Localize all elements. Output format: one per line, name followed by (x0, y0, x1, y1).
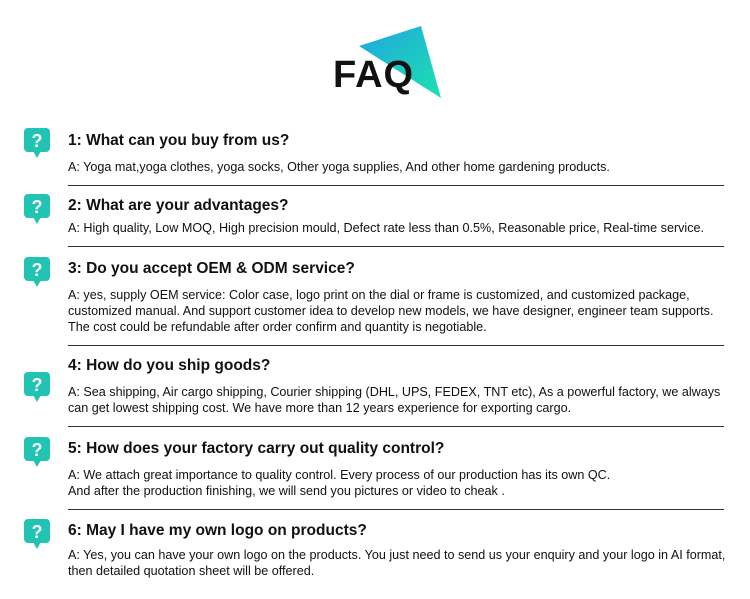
question-bubble-icon (24, 257, 50, 287)
faq-answer-line: A: We attach great importance to quality control. Every process of our production has its own QC. (68, 468, 611, 482)
divider (68, 345, 724, 346)
divider (68, 185, 724, 186)
faq-question: 6: May I have my own logo on products? (68, 522, 367, 539)
faq-answer: A: Yes, you can have your own logo on the products. You just need to send us your enquiry and your logo in AI format, then detailed quotation sheet will be offered. (68, 548, 726, 578)
svg-text:?: ? (31, 197, 43, 217)
question-bubble-icon (24, 128, 50, 158)
faq-answer: A: Sea shipping, Air cargo shipping, Courier shipping (DHL, UPS, FEDEX, TNT etc), As a powerful factory, we always can get lowest shipping cost. We have more than 12 years experience for exporting cargo. (68, 385, 721, 415)
question-bubble-icon (24, 194, 50, 224)
question-bubble-icon (24, 437, 50, 467)
question-bubble-icon (24, 519, 50, 549)
faq-header (0, 0, 750, 110)
divider (68, 246, 724, 247)
svg-text:?: ? (31, 522, 43, 542)
faq-answer (68, 467, 728, 499)
faq-question: 1: What can you buy from us? (68, 132, 290, 149)
svg-text:?: ? (31, 375, 43, 395)
svg-text:?: ? (31, 260, 43, 280)
divider (68, 509, 724, 510)
faq-answer-line: And after the production finishing, we will send you pictures or video to cheak . (68, 484, 505, 498)
faq-answer: A: Yoga mat,yoga clothes, yoga socks, Other yoga supplies, And other home gardening products. (68, 160, 610, 174)
faq-question: 4: How do you ship goods? (68, 357, 271, 374)
svg-text:?: ? (31, 440, 43, 460)
faq-answer: A: yes, supply OEM service: Color case, logo print on the dial or frame is customized, and customized package, customized manual. And support customer idea to develop new models, we have designer, engineer team supports. The cost could be refundable after order confirm and quantity is negotiable. (68, 288, 714, 334)
svg-text:?: ? (31, 131, 43, 151)
faq-question: 3: Do you accept OEM & ODM service? (68, 260, 355, 277)
question-bubble-icon (24, 372, 50, 402)
divider (68, 426, 724, 427)
faq-question: 5: How does your factory carry out quality control? (68, 440, 445, 457)
faq-question: 2: What are your advantages? (68, 197, 289, 214)
page-title: FAQ (333, 54, 415, 96)
faq-answer: A: High quality, Low MOQ, High precision mould, Defect rate less than 0.5%, Reasonable price, Real-time service. (68, 221, 705, 235)
